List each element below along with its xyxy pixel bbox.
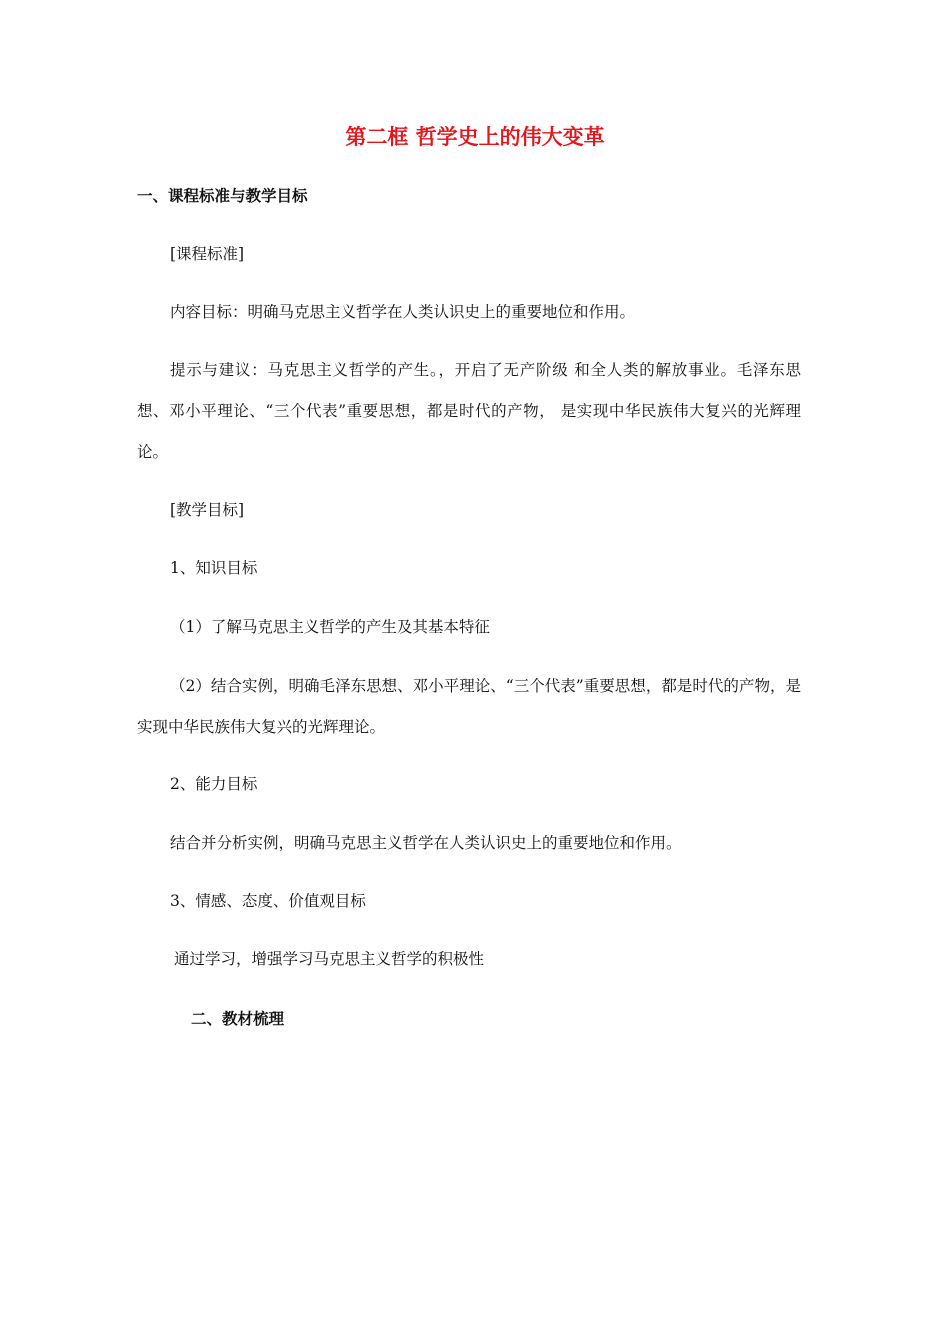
section-heading-materials: 二、教材梳理 (191, 1010, 285, 1028)
knowledge-goal-label: 1、知识目标 (170, 559, 258, 577)
ability-goal-label: 2、能力目标 (170, 775, 258, 793)
knowledge-item-2: （2）结合实例，明确毛泽东思想、邓小平理论、“三个代表”重要思想，都是时代的产物，是实现中华民族伟大复兴的光辉理论。 (137, 677, 801, 736)
suggestion-paragraph: 提示与建议：马克思主义哲学的产生。，开启了无产阶级 和全人类的解放事业。毛泽东思想、邓小平理论、“三个代表”重要思想，都是时代的产物， 是实现中华民族伟大复兴的光辉理论。 (137, 361, 801, 461)
section-heading-standards: 一、课程标准与教学目标 (137, 187, 308, 205)
document-title: 第二框 哲学史上的伟大变革 (345, 125, 605, 149)
ability-goal-text: 结合并分析实例，明确马克思主义哲学在人类认识史上的重要地位和作用。 (170, 834, 682, 852)
teaching-goal-label: [教学目标] (170, 501, 245, 519)
emotion-goal-text: 通过学习，增强学习马克思主义哲学的积极性 (174, 950, 485, 968)
emotion-goal-label: 3、情感、态度、价值观目标 (170, 892, 366, 910)
content-goal-text: 内容目标：明确马克思主义哲学在人类认识史上的重要地位和作用。 (170, 303, 636, 321)
knowledge-item-1: （1）了解马克思主义哲学的产生及其基本特征 (170, 618, 490, 636)
curriculum-standard-label: [课程标准] (170, 245, 245, 263)
